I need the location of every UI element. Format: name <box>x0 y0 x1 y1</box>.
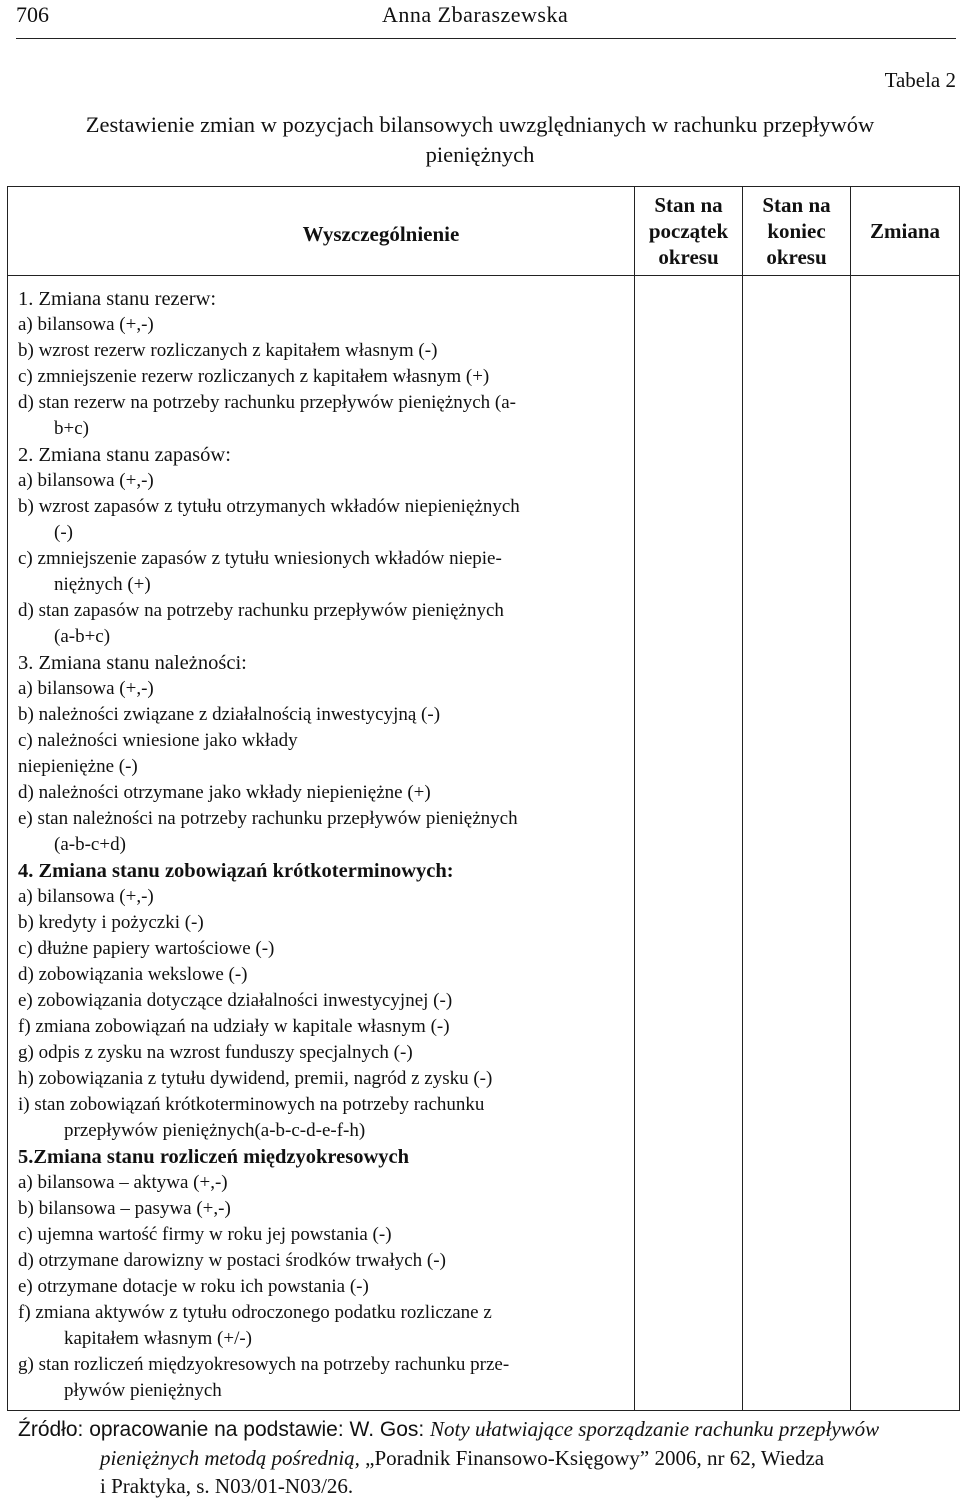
source-line-2 <box>18 1444 956 1472</box>
start-of-period-cell <box>635 276 743 1411</box>
title-line-1: Zestawienie zmian w pozycjach bilansowych uwzględnianych w rachunku przepływów <box>85 112 875 137</box>
list-item: d) stan rezerw na potrzeby rachunku przepływów pieniężnych (a- <box>18 392 516 413</box>
list-item-continued: b+c) <box>54 418 89 439</box>
list-item: c) ujemna wartość firmy w roku jej powstania (-) <box>18 1224 392 1245</box>
list-item: a) bilansowa – aktywa (+,-) <box>18 1172 228 1193</box>
header-rule <box>16 38 956 39</box>
list-item: c) dłużne papiery wartościowe (-) <box>18 938 275 959</box>
list-item: g) odpis z zysku na wzrost funduszy specjalnych (-) <box>18 1042 413 1063</box>
table-title <box>0 110 960 170</box>
list-item-continued: niężnych (+) <box>54 574 151 595</box>
list-item-continued: przepływów pieniężnych(a-b-c-d-e-f-h) <box>64 1120 366 1141</box>
list-item: e) stan należności na potrzeby rachunku przepływów pieniężnych <box>18 808 518 829</box>
end-of-period-cell <box>743 276 851 1411</box>
list-item: e) otrzymane dotacje w roku ich powstania (-) <box>18 1276 369 1297</box>
list-item: c) należności wniesione jako wkłady <box>18 730 298 751</box>
section-4-heading: 4. Zmiana stanu zobowiązań krótkoterminowych: <box>18 860 454 882</box>
list-item: b) bilansowa – pasywa (+,-) <box>18 1198 231 1219</box>
source-note <box>18 1415 956 1500</box>
column-header-change: Zmiana <box>851 187 960 276</box>
list-item: f) zmiana zobowiązań na udziały w kapitale własnym (-) <box>18 1016 450 1037</box>
column-header-specification: Wyszczególnienie <box>8 187 635 276</box>
list-item: b) wzrost zapasów z tytułu otrzymanych wkładów niepieniężnych <box>18 496 520 517</box>
list-item: a) bilansowa (+,-) <box>18 678 154 699</box>
table-label: Tabela 2 <box>884 68 956 92</box>
table-header-row <box>8 187 960 276</box>
list-item: b) kredyty i pożyczki (-) <box>18 912 204 933</box>
list-item-continued: pływów pieniężnych <box>64 1380 222 1401</box>
list-item-continued: (-) <box>54 522 73 543</box>
list-item: d) zobowiązania wekslowe (-) <box>18 964 248 985</box>
list-item: f) zmiana aktywów z tytułu odroczonego podatku rozliczane z <box>18 1302 492 1323</box>
section-1-heading: 1. Zmiana stanu rezerw: <box>18 288 217 310</box>
list-item: d) otrzymane darowizny w postaci środków trwałych (-) <box>18 1250 446 1271</box>
section-3-heading: 3. Zmiana stanu należności: <box>18 652 247 674</box>
list-item: c) zmniejszenie zapasów z tytułu wniesionych wkładów niepie- <box>18 548 502 569</box>
list-item: d) należności otrzymane jako wkłady niepieniężne (+) <box>18 782 431 803</box>
change-cell <box>851 276 960 1411</box>
list-item: a) bilansowa (+,-) <box>18 314 154 335</box>
list-item: g) stan rozliczeń międzyokresowych na potrzeby rachunku prze- <box>18 1354 510 1375</box>
source-line-3: i Praktyka, s. N03/01-N03/26. <box>100 1474 354 1498</box>
table-body-row <box>8 276 960 1411</box>
list-item: d) stan zapasów na potrzeby rachunku przepływów pieniężnych <box>18 600 504 621</box>
section-2-heading: 2. Zmiana stanu zapasów: <box>18 444 231 466</box>
column-header-start: Stan na początek okresu <box>635 187 743 276</box>
list-item: a) bilansowa (+,-) <box>18 470 154 491</box>
list-item: i) stan zobowiązań krótkoterminowych na potrzeby rachunku <box>18 1094 485 1115</box>
list-item: h) zobowiązania z tytułu dywidend, premii, nagród z zysku (-) <box>18 1068 493 1089</box>
changes-table <box>7 186 960 1411</box>
specification-cell <box>8 276 635 1411</box>
section-5-heading: 5.Zmiana stanu rozliczeń międzyokresowych <box>18 1146 410 1168</box>
list-item: e) zobowiązania dotyczące działalności inwestycyjnej (-) <box>18 990 453 1011</box>
source-lead: Źródło: opracowanie na podstawie: W. Gos: <box>18 1418 431 1441</box>
list-item: c) zmniejszenie rezerw rozliczanych z kapitałem własnym (+) <box>18 366 490 387</box>
list-item-continued: (a-b+c) <box>54 626 111 647</box>
source-title-part-2: pieniężnych metodą pośrednią, <box>100 1446 360 1470</box>
list-item: b) należności związane z działalnością inwestycyjną (-) <box>18 704 441 725</box>
running-author: Anna Zbaraszewska <box>382 2 569 27</box>
list-item: b) wzrost rezerw rozliczanych z kapitałem własnym (-) <box>18 340 438 361</box>
source-title-part-1: Noty ułatwiające sporządzanie rachunku przepływów <box>430 1417 880 1441</box>
page-number: 706 <box>16 2 49 27</box>
page-header <box>0 0 960 40</box>
list-item: niepieniężne (-) <box>18 756 138 777</box>
title-line-2: pieniężnych <box>425 142 535 167</box>
list-item-continued: (a-b-c+d) <box>54 834 126 855</box>
list-item: a) bilansowa (+,-) <box>18 886 154 907</box>
source-publication: „Poradnik Finansowo-Księgowy” 2006, nr 62, Wiedza <box>359 1446 825 1470</box>
column-header-end: Stan na koniec okresu <box>743 187 851 276</box>
list-item-continued: kapitałem własnym (+/-) <box>64 1328 252 1349</box>
